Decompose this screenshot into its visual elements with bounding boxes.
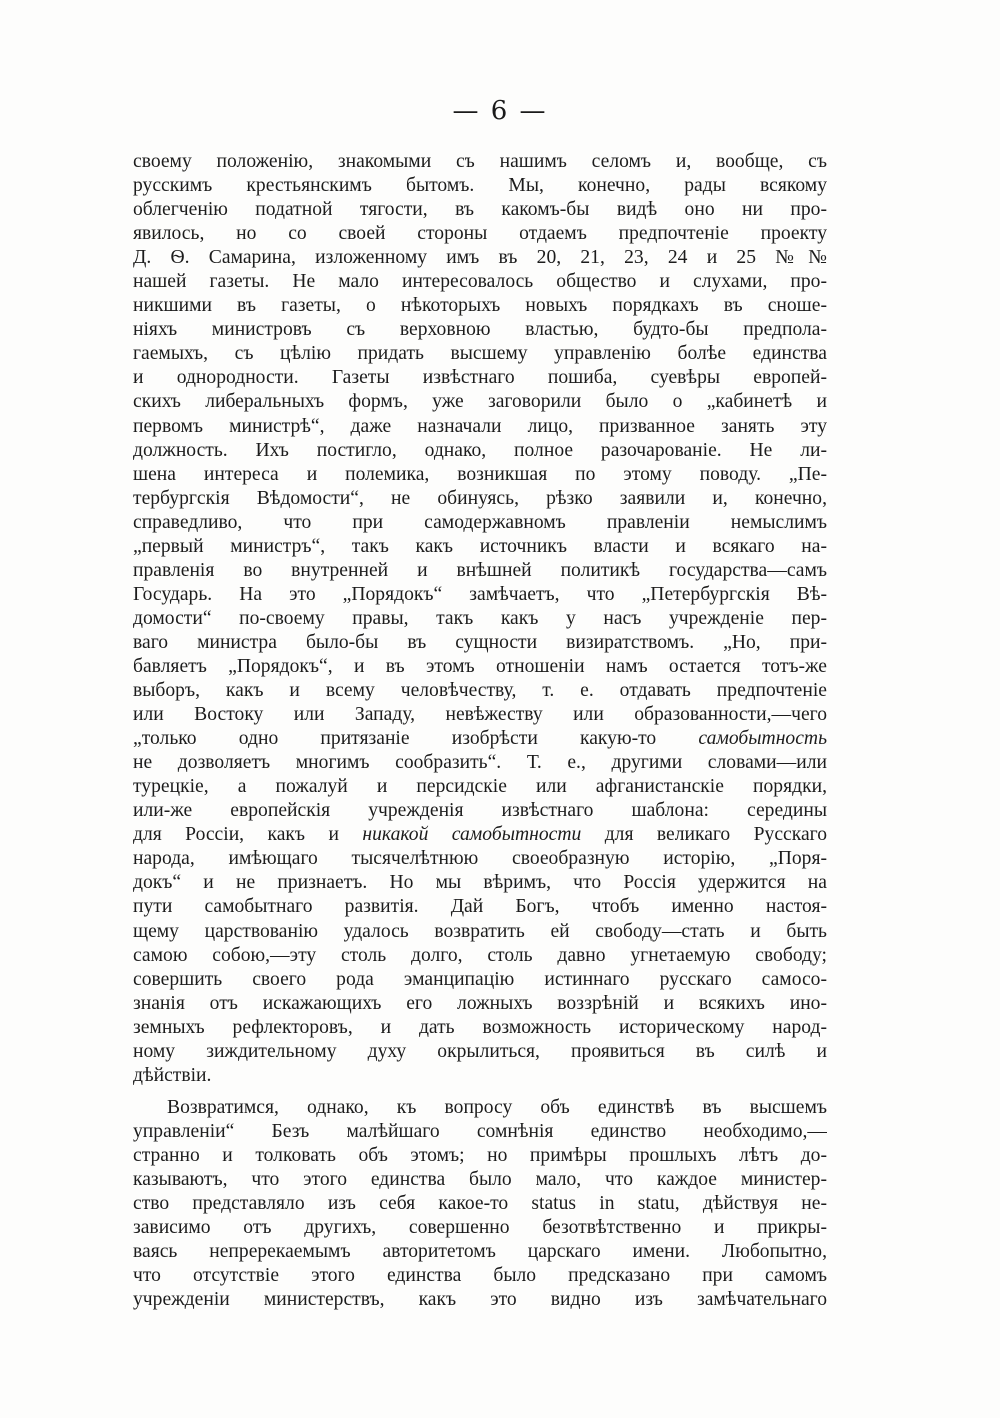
page-number: — 6 —: [452, 96, 548, 126]
text-line: явилось, но со своей стороны отдаемъ предпочтеніе проекту: [133, 223, 827, 245]
text-line: справедливо, что при самодержавномъ правленіи немыслимъ: [133, 511, 827, 533]
text-line: домости“ по-своему правы, такъ какъ у насъ учрежденіе пер-: [133, 607, 827, 629]
text-segment: „только одно притязаніе изобрѣсти какую-то: [133, 728, 657, 750]
text-line: пути самобытнаго развитія. Дай Богъ, чтобъ именно настоя-: [133, 896, 827, 918]
text-line: зависимо отъ другихъ, совершенно безотвѣтственно и прикры-: [133, 1217, 827, 1239]
text-line: народа, имѣющаго тысячелѣтнюю своеобразную исторію, „Поря-: [133, 848, 827, 870]
paragraph-gap: [133, 1088, 827, 1096]
text-segment: для Россіи, какъ и: [133, 824, 339, 846]
text-line: или Востоку или Западу, невѣжеству или образованности,—чего: [133, 704, 827, 726]
text-line: турецкіе, а пожалуй и персидскіе или афганистанскіе порядки,: [133, 776, 827, 798]
text-line: управленіи“ Безъ малѣйшаго сомнѣнія единство необходимо,—: [133, 1120, 827, 1142]
text-line: что отсутствіе этого единства было предсказано при самомъ: [133, 1265, 827, 1287]
text-line: своему положенію, знакомыми съ нашимъ селомъ и, вообще, съ: [133, 151, 827, 172]
text-line: облегченію податной тягости, въ какомъ-бы видѣ оно ни про-: [133, 199, 827, 221]
text-line: бавляетъ „Порядокъ“, и въ этомъ отношеніи намъ остается тотъ-же: [133, 655, 827, 677]
text-line: учрежденіи министерствъ, какъ это видно изъ замѣчательнаго: [133, 1289, 827, 1311]
text-line: ваго министра было-бы въ сущности визиратствомъ. „Но, при-: [133, 631, 827, 653]
text-line: земныхъ рефлекторовъ, и дать возможность историческому народ-: [133, 1016, 827, 1038]
text-line: дѣйствіи.: [133, 1064, 212, 1086]
text-line: ство представляло изъ себя какое-то status in statu, дѣйствуя не-: [133, 1193, 827, 1215]
text-line: шена интереса и полемика, возникшая по этому поводу. „Пе-: [133, 463, 827, 485]
text-line: должность. Ихъ постигло, однако, полное разочарованіе. Не ли-: [133, 439, 827, 461]
text-line: казываютъ, что этого единства было мало, что каждое министер-: [133, 1168, 827, 1190]
text-line: Д. Ѳ. Самарина, изложенному имъ въ 20, 21, 23, 24 и 25 №№: [133, 247, 827, 269]
text-line: знанія отъ искажающихъ его ложныхъ воззрѣній и всякихъ ино-: [133, 992, 827, 1014]
text-line: гаемыхъ, съ цѣлію придать высшему управленію болѣе единства: [133, 343, 827, 365]
text-line: совершить своего рода эманципацію истиннаго русскаго самосо-: [133, 968, 827, 990]
text-line: странно и толковать объ этомъ; но примѣры прошлыхъ лѣтъ до-: [133, 1144, 827, 1166]
italic-phrase: никакой самобытности: [362, 824, 582, 846]
text-line: никшими въ газеты, о нѣкоторыхъ новыхъ порядкахъ въ сноше-: [133, 295, 827, 317]
text-line-mixed: [133, 727, 827, 751]
body-text: [133, 150, 827, 1312]
text-line: Возвратимся, однако, къ вопросу объ единствѣ въ высшемъ: [167, 1096, 827, 1118]
italic-word: самобытность: [698, 728, 827, 750]
text-line: и однородности. Газеты извѣстнаго пошиба, суевѣры европей-: [133, 367, 827, 389]
text-line: скихъ либеральныхъ формъ, уже заговорили было о „кабинетѣ и: [133, 391, 827, 413]
text-line: нашей газеты. Не мало интересовалось общество и слухами, про-: [133, 271, 827, 293]
text-line: ному зиждительному духу окрылиться, проявиться въ силѣ и: [133, 1040, 827, 1062]
text-line: не дозволяетъ многимъ сообразить“. Т. е., другими словами—или: [133, 752, 827, 774]
text-segment: для великаго Русскаго: [604, 824, 827, 846]
text-line-mixed: [133, 823, 827, 847]
text-line: докъ“ и не признаетъ. Но мы вѣримъ, что Россія удержится на: [133, 872, 827, 894]
text-line: ніяхъ министровъ съ верховною властью, будто-бы предпола-: [133, 319, 827, 341]
text-line: „первый министръ“, такъ какъ источникъ власти и всякаго на-: [133, 535, 827, 557]
text-line: Государь. На это „Порядокъ“ замѣчаетъ, что „Петербургскія Вѣ-: [133, 583, 827, 605]
text-line: ваясь непререкаемымъ авторитетомъ царскаго имени. Любопытно,: [133, 1241, 827, 1263]
text-line: щему царствованію удалось возвратить ей свободу—стать и быть: [133, 920, 827, 942]
text-line: правленія во внутренней и внѣшней политикѣ государства—самъ: [133, 559, 827, 581]
text-line: самою собою,—эту столь долго, столь давно угнетаемую свободу;: [133, 944, 827, 966]
text-line: выборъ, какъ и всему человѣчеству, т. е. отдавать предпочтеніе: [133, 680, 827, 702]
text-line: русскимъ крестьянскимъ бытомъ. Мы, конечно, рады всякому: [133, 175, 827, 197]
text-line: тербургскія Вѣдомости“, не обинуясь, рѣзко заявили и, конечно,: [133, 487, 827, 509]
text-line: или-же европейскія учрежденія извѣстнаго шаблона: середины: [133, 800, 827, 822]
text-line: первомъ министрѣ“, даже назначали лицо, призванное занять эту: [133, 415, 827, 437]
